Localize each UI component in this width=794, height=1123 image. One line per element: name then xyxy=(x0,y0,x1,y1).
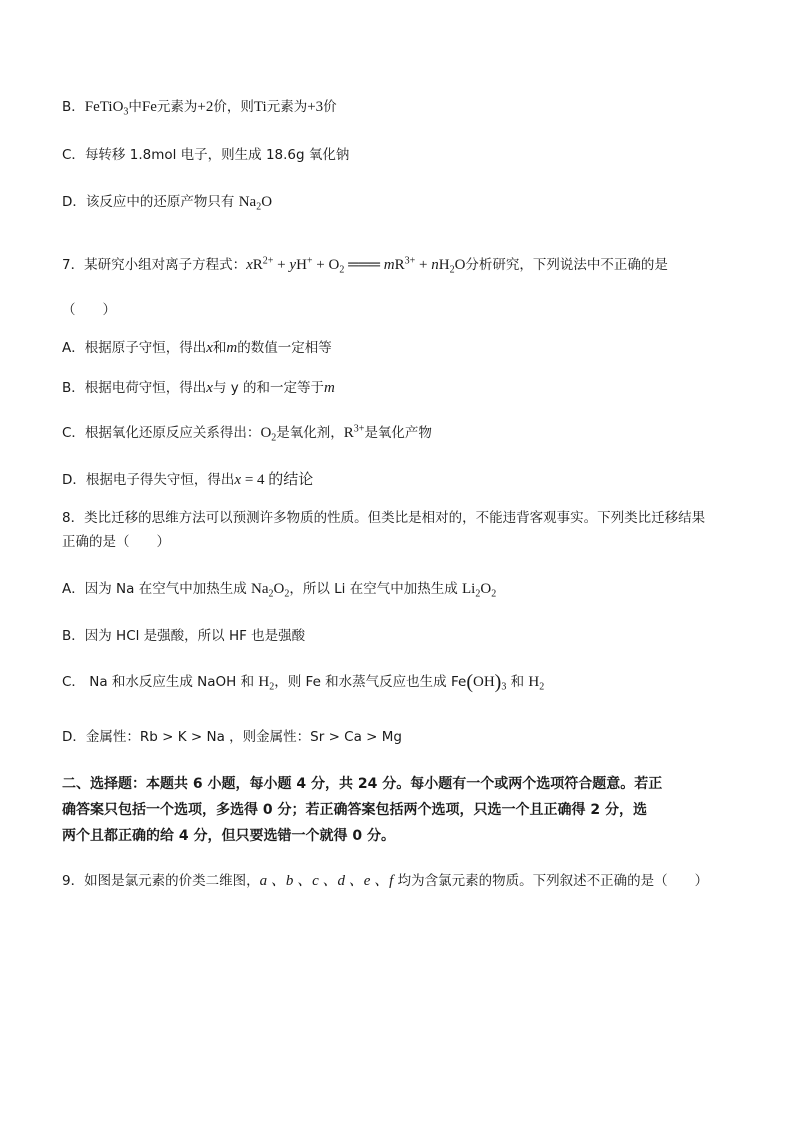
q7-option-b: B．根据电荷守恒，得出x与 y 的和一定等于m xyxy=(62,380,335,396)
q9-stem: 9．如图是氯元素的价类二维图，a 、b 、c 、d 、e 、f 均为含氯元素的物质。下列叙述不正确的是（ ） xyxy=(62,873,709,889)
question-number: 9． xyxy=(62,873,85,889)
q8-option-c: C． Na 和水反应生成 NaOH 和 $H_2$，则 Fe 和水蒸气反应也生成 $Fe(OH)_3$ 和 $H_2$ xyxy=(62,671,545,693)
q8-option-b: B．因为 HCl 是强酸，所以 HF 也是强酸 xyxy=(62,628,306,644)
section-2-instructions-line1: 二、选择题：本题共 6 小题，每小题 4 分，共 24 分。每小题有一个或两个选项符合题意。若正 xyxy=(62,776,663,792)
q6-option-d: D．该反应中的还原产物只有 $Na_2O$ xyxy=(62,194,273,213)
q7-option-c: C．根据氧化还原反应关系得出：$O_2$是氧化剂，$R^{3+}$是氧化产物 xyxy=(62,423,432,444)
q8-stem-line2: 正确的是（ ） xyxy=(62,534,170,550)
ionic-equation: $xR^{2+} + yH^+ + O_2$ ═══ $mR^{3+} + nH_2O$ xyxy=(246,255,466,276)
q7-option-d: D．根据电子得失守恒，得出x = 4 的结论 xyxy=(62,472,314,488)
q8-option-a: A．因为 Na 在空气中加热生成 $Na_2O_2$，所以 Li 在空气中加热生成 $Li_2O_2$ xyxy=(62,581,497,600)
q8-option-d: D．金属性：Rb > K > Na ，则金属性：Sr > Ca > Mg xyxy=(62,729,402,745)
q7-stem: 7．某研究小组对离子方程式：$xR^{2+} + yH^+ + O_2$ ═══ $mR^{3+} + nH_2O$分析研究，下列说法中不正确的是 xyxy=(62,255,668,276)
q8-stem-line1: 8．类比迁移的思维方法可以预测许多物质的性质。但类比是相对的，不能违背客观事实。下列类比迁移结果 xyxy=(62,510,706,526)
q7-answer-paren: （ ） xyxy=(62,302,116,318)
q7-option-a: A．根据原子守恒，得出x和m的数值一定相等 xyxy=(62,340,332,356)
q6-option-c: C．每转移 1.8mol 电子，则生成 18.6g 氧化钠 xyxy=(62,147,350,163)
question-number: 8． xyxy=(62,510,85,526)
question-number: 7． xyxy=(62,257,85,273)
q6-option-b: B．FeTiO$_3$中Fe元素为+2价，则Ti元素为+3价 xyxy=(62,99,337,118)
section-2-instructions-line2: 确答案只包括一个选项，多选得 0 分；若正确答案包括两个选项，只选一个且正确得 2 分，选 xyxy=(62,802,647,818)
section-2-instructions-line3: 两个且都正确的给 4 分，但只要选错一个就得 0 分。 xyxy=(62,828,395,844)
